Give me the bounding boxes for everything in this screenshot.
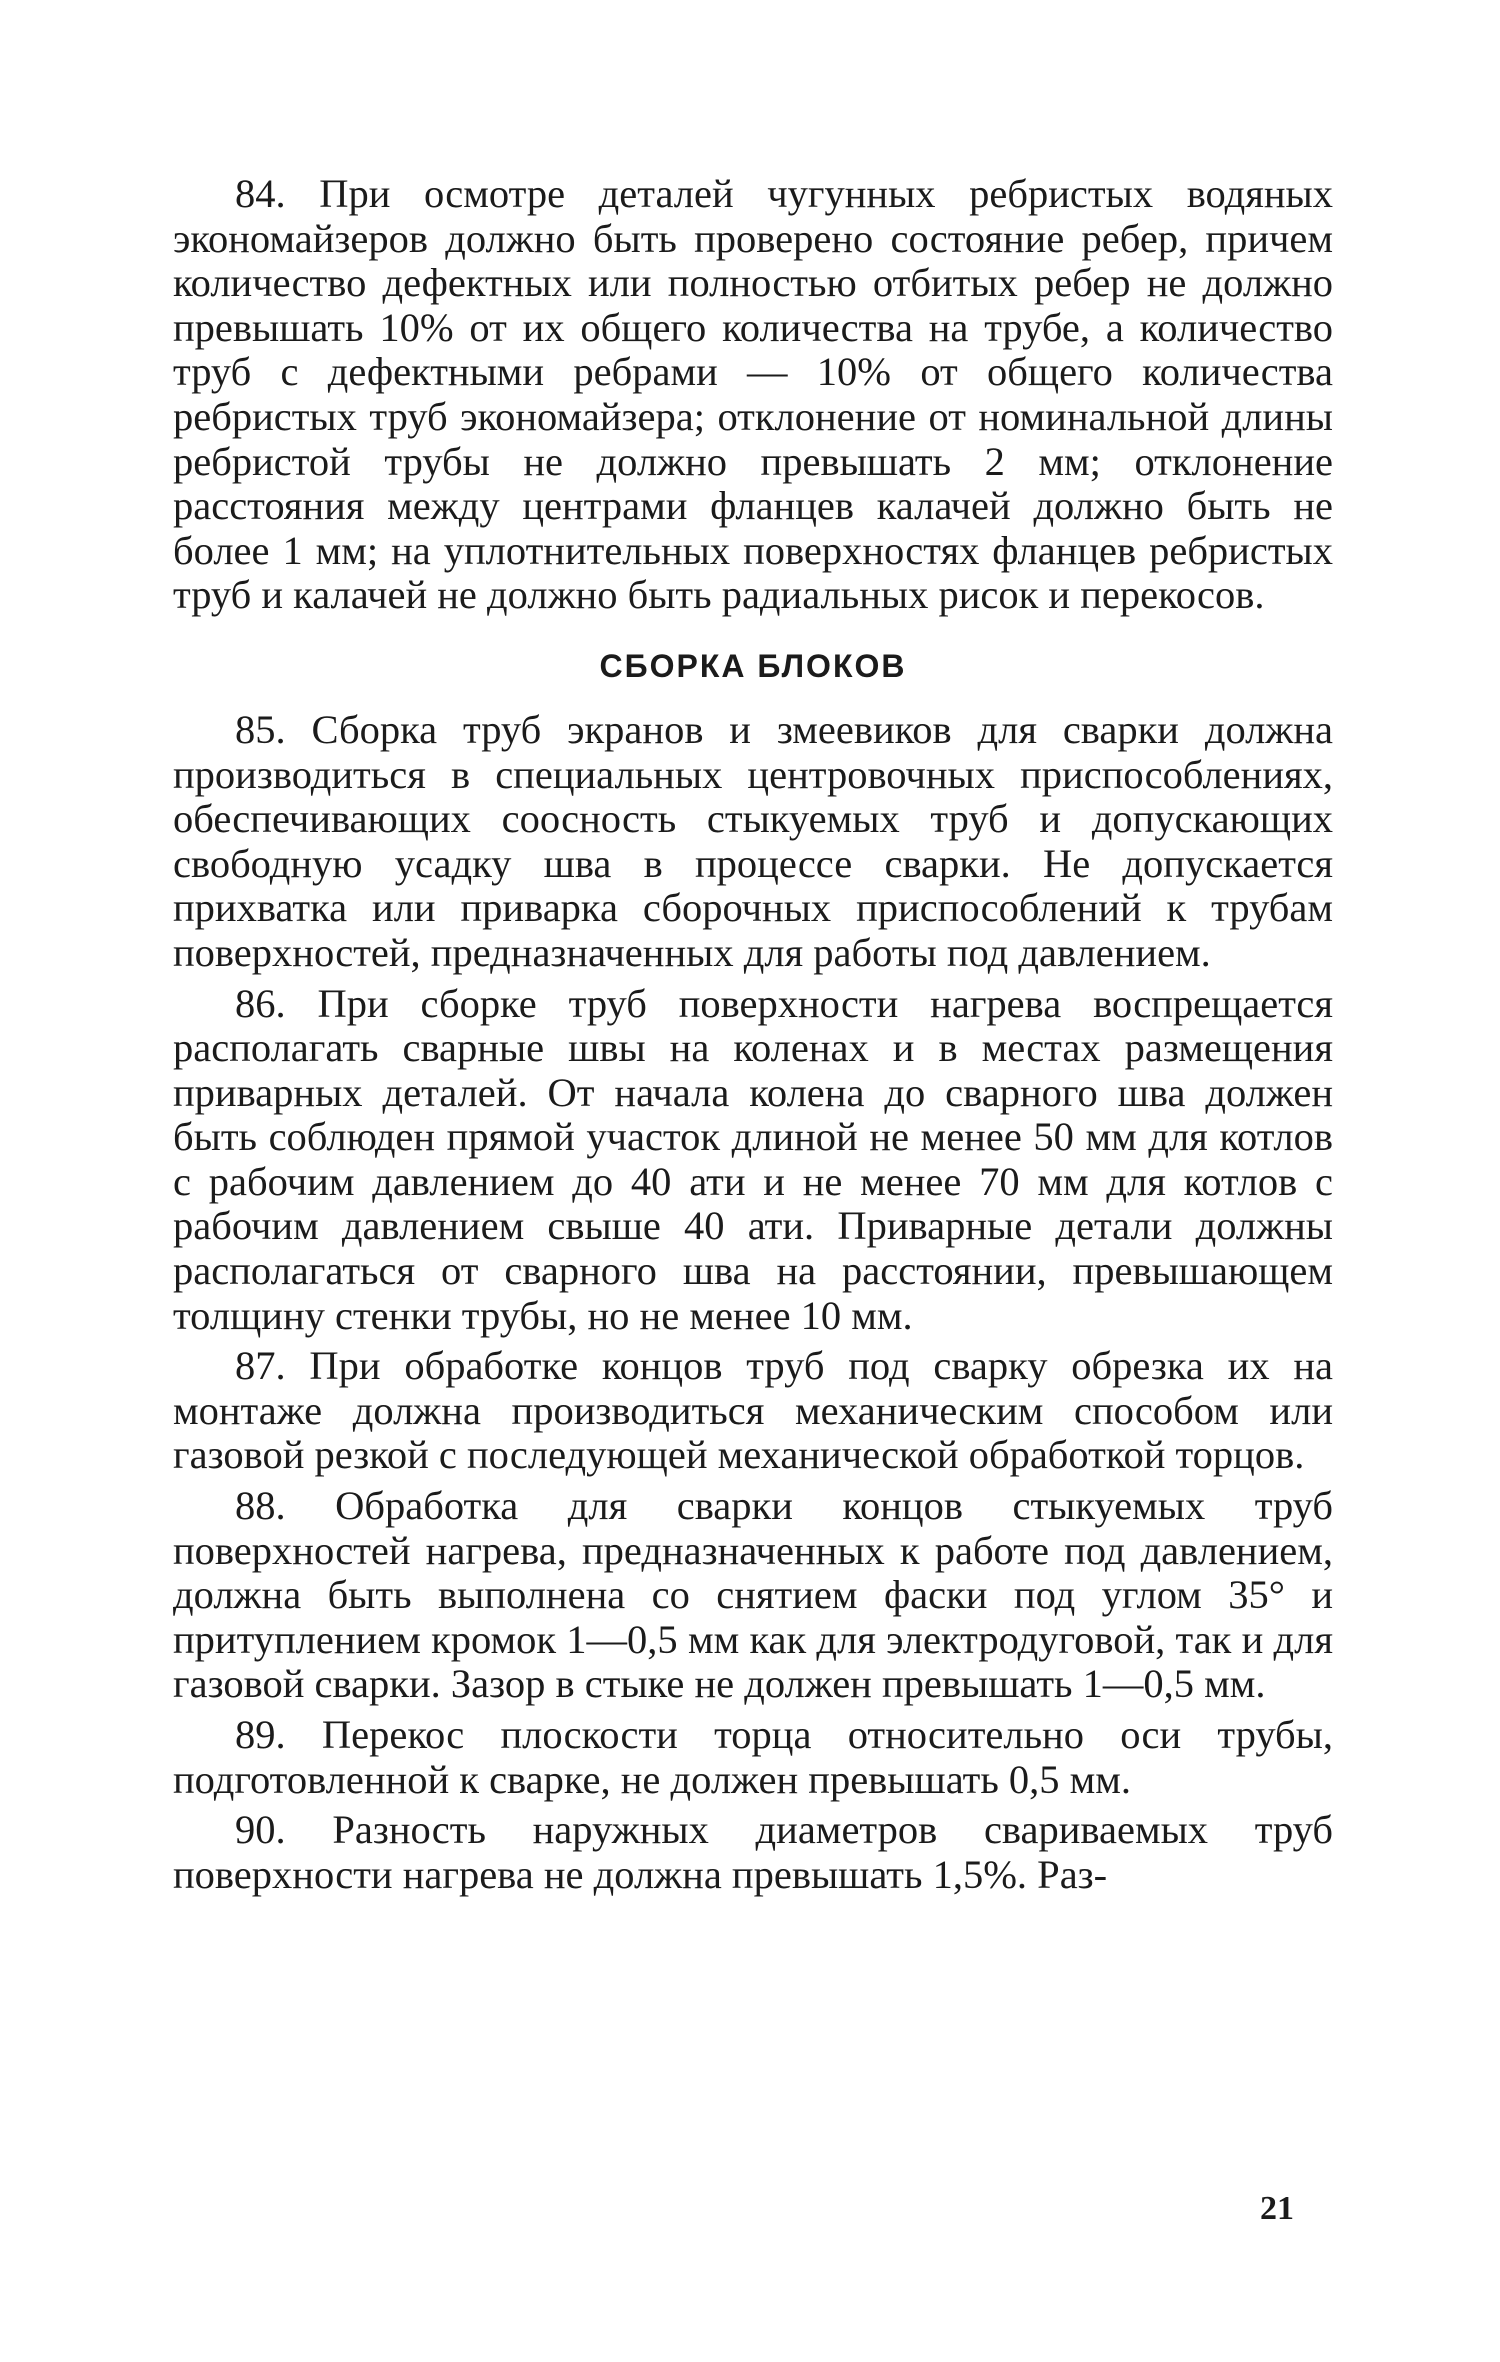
page-body bbox=[173, 172, 1333, 1897]
paragraph-89: 89. Перекос плоскости торца относительно оси трубы, подготовленной к сварке, не должен превышать 0,5 мм. bbox=[173, 1712, 1333, 1802]
paragraph-87: 87. При обработке концов труб под сварку обрезка их на монтаже должна производиться механическим способом или газовой резкой с последующей механической обработкой торцов. bbox=[173, 1343, 1333, 1478]
paragraph-90: 90. Разность наружных диаметров свариваемых труб поверхности нагрева не должна превышать 1,5%. Раз- bbox=[173, 1807, 1333, 1897]
paragraph-85: 85. Сборка труб экранов и змеевиков для сварки должна производиться в специальных центровочных приспособлениях, обеспечивающих соосность стыкуемых труб и допускающих свободную усадку шва в процессе сварки. Не допускается прихватка или приварка сборочных приспособлений к трубам поверхностей, предназначенных для работы под давлением. bbox=[173, 706, 1333, 975]
page-number: 21 bbox=[1260, 2190, 1294, 2227]
section-heading: СБОРКА БЛОКОВ bbox=[599, 647, 907, 684]
paragraph-88: 88. Обработка для сварки концов стыкуемых труб поверхностей нагрева, предназначенных к работе под давлением, должна быть выполнена со снятием фаски под углом 35° и притуплением кромок 1—0,5 мм как для электродуговой, так и для газовой сварки. Зазор в стыке не должен превышать 1—0,5 мм. bbox=[173, 1483, 1333, 1707]
paragraph-86: 86. При сборке труб поверхности нагрева воспрещается располагать сварные швы на коленах и в местах размещения приварных деталей. От начала колена до сварного шва должен быть соблюден прямой участок длиной не менее 50 мм для котлов с рабочим давлением до 40 ати и не менее 70 мм для котлов с рабочим давлением свыше 40 ати. Приварные детали должны располагаться от сварного шва на расстоянии, превышающем толщину стенки трубы, но не менее 10 мм. bbox=[173, 980, 1333, 1338]
paragraph-84: 84. При осмотре деталей чугунных ребристых водяных экономайзеров должно быть проверено состояние ребер, причем количество дефектных или полностью отбитых ребер не должно превышать 10% от их общего количества на трубе, а количество труб с дефектными ребрами — 10% от общего количества ребристых труб экономайзера; отклонение от номинальной длины ребристой трубы не должно превышать 2 мм; отклонение расстояния между центрами фланцев калачей должно быть не более 1 мм; на уплотнительных поверхностях фланцев ребристых труб и калачей не должно быть радиальных рисок и перекосов. bbox=[173, 171, 1333, 618]
